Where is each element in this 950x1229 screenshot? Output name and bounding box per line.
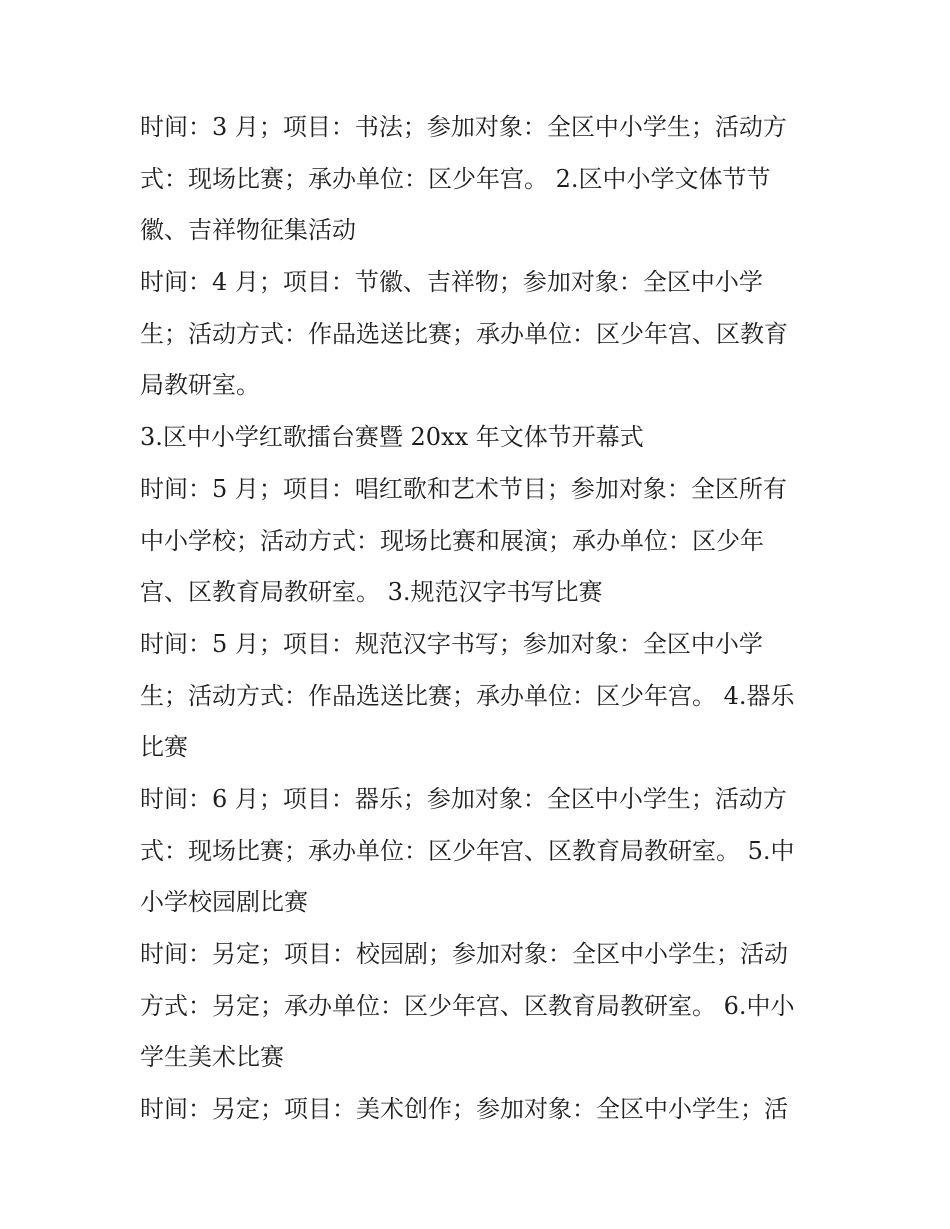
section-heading: 3.区中小学红歌擂台赛暨 20xx 年文体节开幕式 — [140, 423, 644, 452]
text-line: 宫、区教育局教研室。 3.规范汉字书写比赛 — [140, 578, 603, 607]
text-line: 时间：5 月；项目：唱红歌和艺术节目；参加对象：全区所有 — [140, 474, 787, 503]
text-line: 时间：5 月；项目：规范汉字书写；参加对象：全区中小学 — [140, 629, 763, 658]
text-line: 中小学校；活动方式：现场比赛和展演；承办单位：区少年 — [140, 526, 764, 555]
text-line: 时间：4 月；项目：节徽、吉祥物；参加对象：全区中小学 — [140, 268, 763, 297]
text-line: 生；活动方式：作品选送比赛；承办单位：区少年宫。 4.器乐 — [140, 681, 795, 710]
text-line: 式：现场比赛；承办单位：区少年宫、区教育局教研室。 5.中 — [140, 836, 795, 865]
text-line: 时间：3 月；项目：书法；参加对象：全区中小学生；活动方 — [140, 113, 787, 141]
text-line: 时间：另定；项目：校园剧；参加对象：全区中小学生；活动 — [140, 940, 788, 968]
text-line: 学生美术比赛 — [140, 1043, 284, 1072]
text-line: 式：现场比赛；承办单位：区少年宫。 2.区中小学文体节节 — [140, 164, 771, 193]
text-line: 徽、吉祥物征集活动 — [140, 216, 356, 245]
text-line: 比赛 — [140, 733, 188, 762]
document-body — [140, 102, 820, 1136]
text-line: 时间：6 月；项目：器乐；参加对象：全区中小学生；活动方 — [140, 784, 787, 813]
text-line: 生；活动方式：作品选送比赛；承办单位：区少年宫、区教育 — [140, 319, 788, 348]
text-line: 局教研室。 — [140, 371, 260, 400]
text-line: 时间：另定；项目：美术创作；参加对象：全区中小学生；活 — [140, 1095, 788, 1124]
text-line: 方式：另定；承办单位：区少年宫、区教育局教研室。 6.中小 — [140, 991, 795, 1020]
text-line: 小学校园剧比赛 — [140, 888, 308, 917]
